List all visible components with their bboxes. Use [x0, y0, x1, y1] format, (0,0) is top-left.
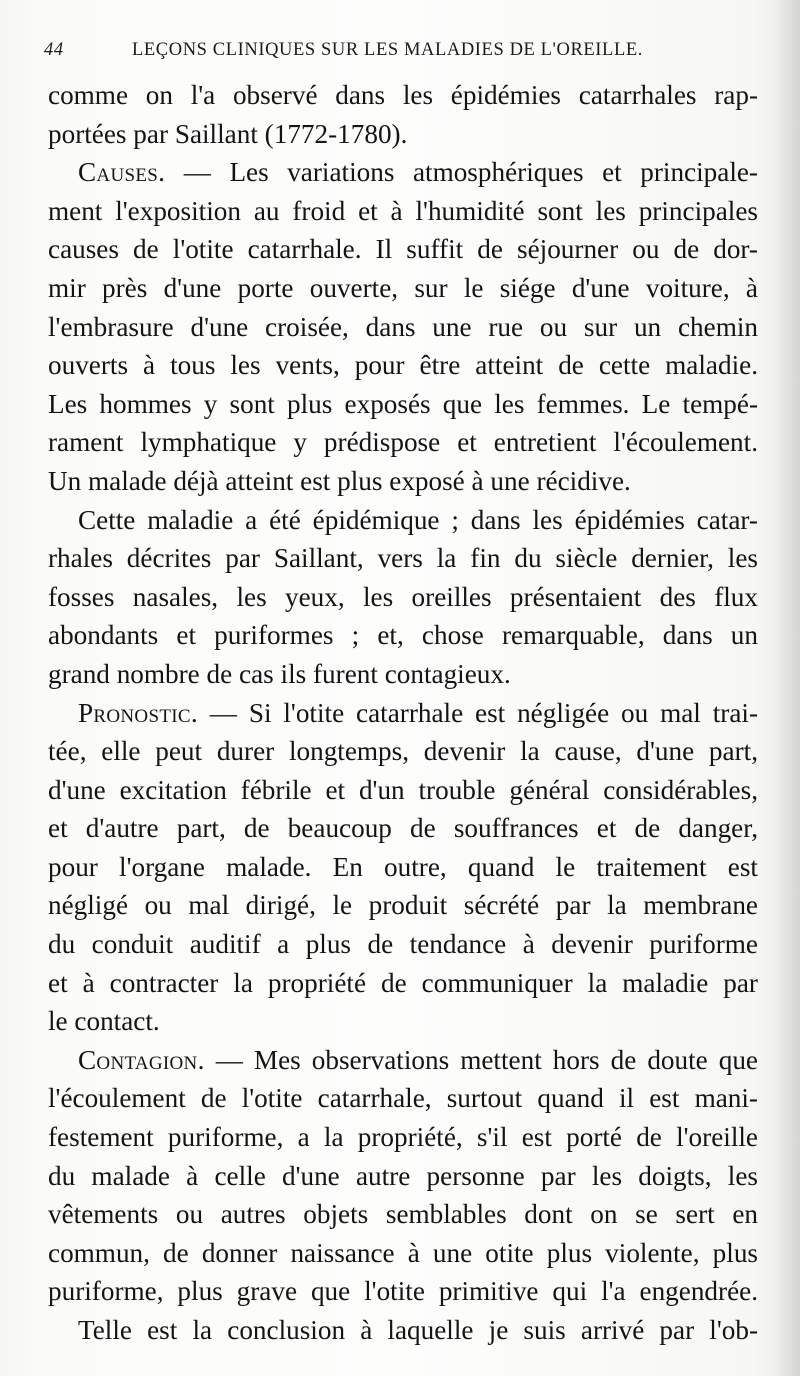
line-text: vêtements ou autres objets semblables dont on se sert en: [48, 1199, 758, 1230]
text-line: [48, 694, 758, 733]
page-edge-shadow: [774, 0, 800, 1376]
text-line: [48, 1272, 758, 1311]
line-text: abondants et puriformes ; et, chose remarquable, dans un: [48, 620, 758, 651]
section-heading: Causes.: [78, 157, 166, 188]
text-line: [48, 1234, 758, 1273]
text-line: [48, 771, 758, 810]
text-line: [48, 1157, 758, 1196]
line-text: négligé ou mal dirigé, le produit sécrété par la membrane: [48, 890, 758, 921]
line-text: Les hommes y sont plus exposés que les femmes. Le tempé-: [48, 388, 758, 419]
body-text: [48, 76, 758, 1350]
line-text: Telle est la conclusion à laquelle je suis arrivé par l'ob-: [78, 1315, 758, 1345]
line-text: le contact.: [48, 1006, 160, 1037]
text-line: [48, 964, 758, 1003]
text-line: [48, 346, 758, 385]
line-text: et d'autre part, de beaucoup de souffrances et de danger,: [48, 813, 758, 844]
line-text: l'écoulement de l'otite catarrhale, surtout quand il est mani-: [48, 1083, 758, 1114]
line-text: d'une excitation fébrile et d'un trouble général considérables,: [48, 774, 758, 805]
text-line: [48, 269, 758, 308]
text-line: [48, 76, 758, 115]
line-text: ouverts à tous les vents, pour être atteint de cette maladie.: [48, 350, 758, 381]
running-title: LEÇONS CLINIQUES SUR LES MALADIES DE L'OREILLE.: [132, 40, 643, 60]
text-line: [48, 1002, 758, 1041]
text-line: [48, 925, 758, 964]
line-text: — Mes observations mettent hors de doute que: [204, 1044, 758, 1075]
text-line: [48, 732, 758, 771]
line-text: causes de l'otite catarrhale. Il suffit de séjourner ou de dor-: [48, 234, 758, 265]
text-line: [48, 886, 758, 925]
text-line: [48, 539, 758, 578]
line-text: commun, de donner naissance à une otite plus violente, plus: [48, 1237, 758, 1268]
line-text: l'embrasure d'une croisée, dans une rue ou sur un chemin: [48, 311, 758, 342]
text-line: [48, 115, 758, 154]
line-text: fosses nasales, les yeux, les oreilles présentaient des flux: [48, 581, 758, 612]
line-text: du conduit auditif a plus de tendance à devenir puriforme: [48, 929, 758, 960]
section-heading: Contagion.: [78, 1044, 205, 1075]
text-line: [48, 501, 758, 540]
text-line: [48, 462, 758, 501]
text-line: [48, 809, 758, 848]
text-line: [48, 1311, 758, 1350]
page-number: 44: [44, 40, 64, 60]
text-line: [48, 1079, 758, 1118]
line-text: rament lymphatique y prédispose et entretient l'écoulement.: [48, 427, 758, 458]
text-line: [48, 385, 758, 424]
text-line: [48, 578, 758, 617]
text-line: [48, 1041, 758, 1080]
line-text: Un malade déjà atteint est plus exposé à une récidive.: [48, 465, 631, 496]
text-line: [48, 308, 758, 347]
running-head: [44, 38, 764, 68]
line-text: grand nombre de cas ils furent contagieux.: [48, 658, 511, 689]
line-text: mir près d'une porte ouverte, sur le siége d'une voiture, à: [48, 272, 758, 303]
text-line: [48, 848, 758, 887]
line-text: rhales décrites par Saillant, vers la fin du siècle dernier, les: [48, 543, 758, 574]
line-text: pour l'organe malade. En outre, quand le traitement est: [48, 851, 758, 882]
text-line: [48, 230, 758, 269]
text-line: [48, 616, 758, 655]
text-line: [48, 1118, 758, 1157]
text-line: [48, 655, 758, 694]
line-text: — Les variations atmosphériques et principale-: [165, 157, 758, 188]
line-text: ment l'exposition au froid et à l'humidité sont les principales: [48, 195, 758, 226]
line-text: festement puriforme, a la propriété, s'il est porté de l'oreille: [48, 1122, 758, 1153]
line-text: tée, elle peut durer longtemps, devenir la cause, d'une part,: [48, 736, 758, 767]
line-text: comme on l'a observé dans les épidémies catarrhales rap-: [48, 80, 758, 110]
text-line: [48, 153, 758, 192]
section-heading: Pronostic.: [78, 697, 198, 728]
line-text: et à contracter la propriété de communiquer la maladie par: [48, 967, 758, 998]
line-text: portées par Saillant (1772-1780).: [48, 118, 408, 149]
text-line: [48, 423, 758, 462]
text-line: [48, 192, 758, 231]
line-text: — Si l'otite catarrhale est négligée ou mal trai-: [197, 697, 758, 728]
line-text: du malade à celle d'une autre personne par les doigts, les: [48, 1160, 758, 1191]
line-text: puriforme, plus grave que l'otite primitive qui l'a engendrée.: [48, 1276, 758, 1307]
line-text: Cette maladie a été épidémique ; dans les épidémies catar-: [78, 504, 758, 535]
text-line: [48, 1195, 758, 1234]
